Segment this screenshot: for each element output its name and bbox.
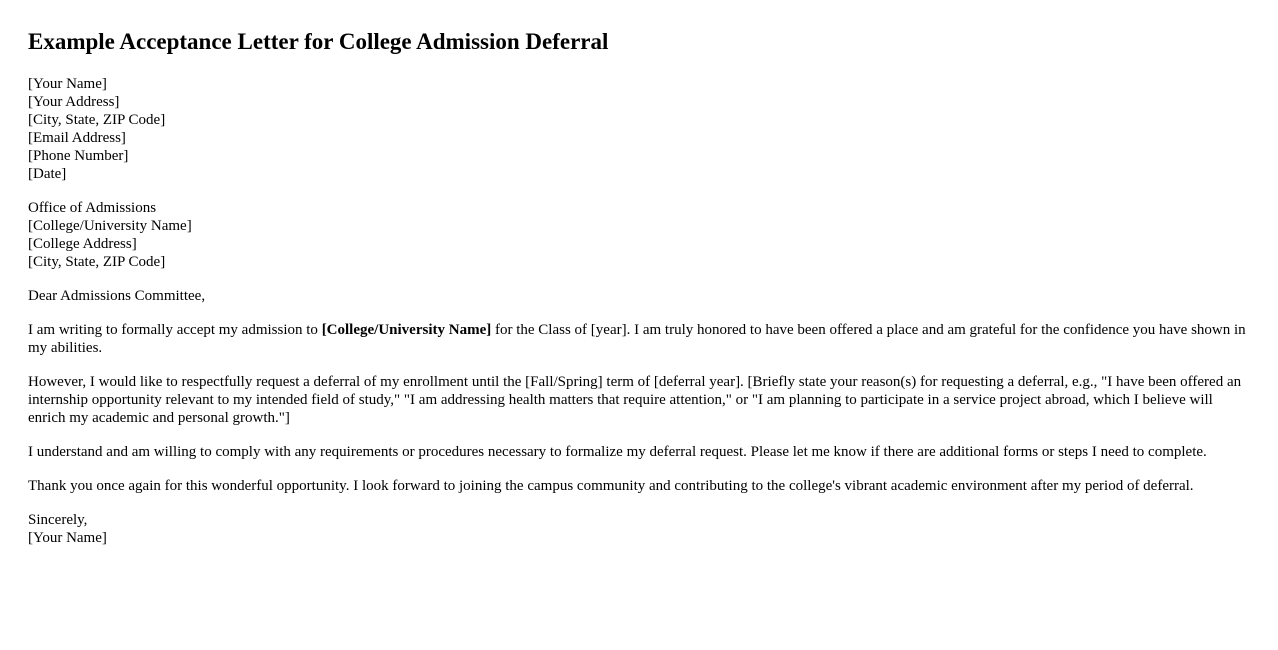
sender-email: [Email Address] [28, 130, 126, 146]
salutation: Dear Admissions Committee, [28, 288, 206, 304]
college-name-bold: [College/University Name] [321, 322, 492, 338]
closing-word: Sincerely, [28, 512, 88, 528]
letter-date: [Date] [28, 166, 67, 182]
sender-name: [Your Name] [28, 76, 107, 92]
paragraph-acceptance-start: I am writing to formally accept my admission to [28, 322, 322, 338]
closing-block [28, 511, 1250, 547]
paragraph-compliance: I understand and am willing to comply with any requirements or procedures necessary to formalize my deferral request. Please let me know if there are additional forms or steps I need to complete. [28, 444, 1207, 460]
recipient-college-name: [College/University Name] [28, 218, 192, 234]
recipient-college-address: [College Address] [28, 236, 137, 252]
sender-city-state-zip: [City, State, ZIP Code] [28, 112, 166, 128]
signature-name: [Your Name] [28, 530, 107, 546]
paragraph-deferral-request: However, I would like to respectfully request a deferral of my enrollment until the [Fall/Spring] term of [deferral year]. [Briefly state your reason(s) for requesting a deferral, e.g., "I have been offered an internship opportunity relevant to my intended field of study," "I am addressing health matters that require attention," or "I am planning to participate in a service project abroad, which I believe will enrich my academic and personal growth."] [28, 374, 1242, 426]
sender-phone: [Phone Number] [28, 148, 129, 164]
sender-address: [Your Address] [28, 94, 120, 110]
paragraph-acceptance [28, 321, 1250, 357]
paragraph-acceptance-end: for the Class of [year]. I am truly honored to have been offered a place and am grateful for the confidence you have shown in my abilities. [28, 322, 1246, 356]
recipient-city-state-zip: [City, State, ZIP Code] [28, 254, 166, 270]
paragraph-thanks: Thank you once again for this wonderful opportunity. I look forward to joining the campus community and contributing to the college's vibrant academic environment after my period of deferral. [28, 478, 1194, 494]
recipient-address-block [28, 199, 1250, 271]
recipient-office: Office of Admissions [28, 200, 157, 216]
sender-address-block [28, 75, 1250, 183]
page-title: Example Acceptance Letter for College Admission Deferral [28, 29, 609, 54]
